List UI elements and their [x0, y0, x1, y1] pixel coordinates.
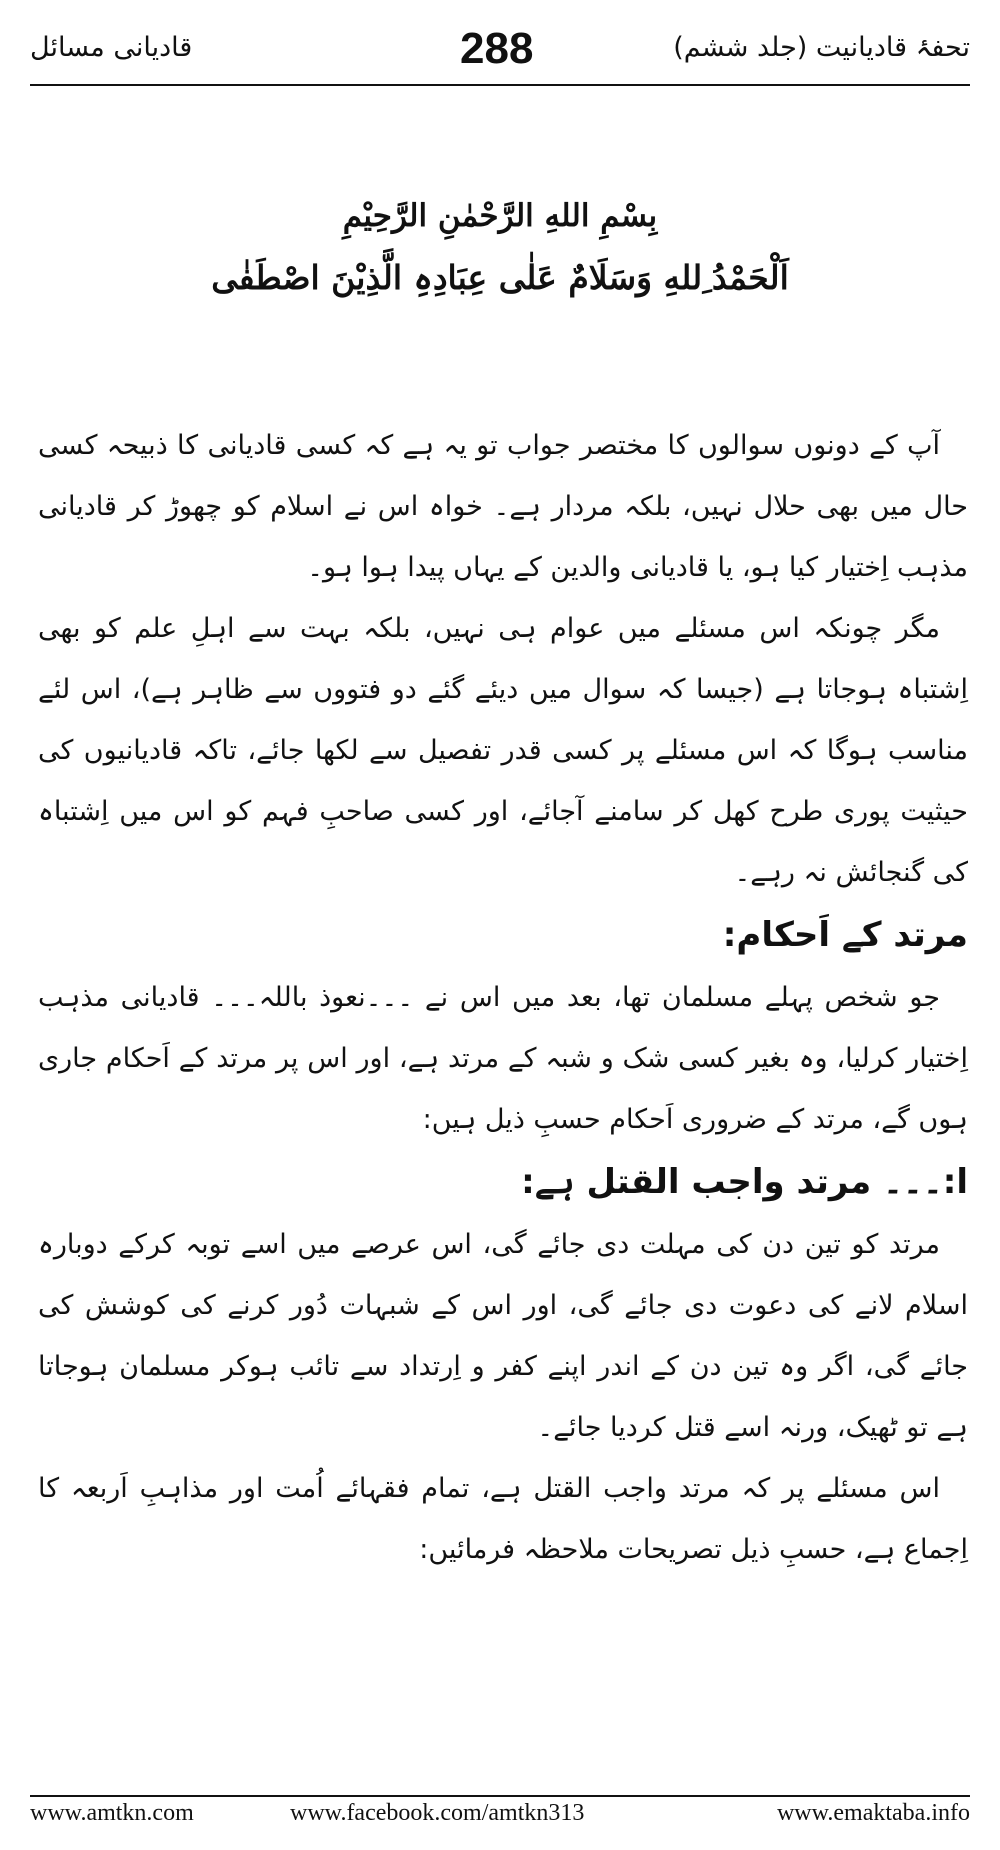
section-title: قادیانی مسائل: [30, 32, 193, 63]
page-footer: [30, 1800, 970, 1836]
paragraph-4: مرتد کو تین دن کی مہلت دی جائے گی، اس عرصے میں اسے توبہ کرکے دوبارہ اسلام لانے کی دعوت دی جائے گی، اور اس کے شبہات دُور کرنے کی کوشش کی جائے گی، اگر وہ تین دن کے اندر اپنے کفر و اِرتداد سے تائب ہوکر مسلمان ہوجاتا ہے تو ٹھیک، ورنہ اسے قتل کردیا جائے۔: [38, 1229, 968, 1443]
paragraph-2: مگر چونکہ اس مسئلے میں عوام ہی نہیں، بلکہ بہت سے اہلِ علم کو بھی اِشتباہ ہوجاتا ہے (جیسا کہ سوال میں دیئے گئے دو فتووں سے ظاہر ہے)، اس لئے مناسب ہوگا کہ اس مسئلے پر کسی قدر تفصیل سے لکھا جائے، تاکہ قادیانیوں کی حیثیت پوری طرح کھل کر سامنے آجائے، اور کسی صاحبِ فہم کو اس میں اِشتباہ کی گنجائش نہ رہے۔: [38, 613, 968, 888]
page-header: [30, 24, 970, 84]
footer-link-emaktaba[interactable]: www.emaktaba.info: [776, 1800, 970, 1826]
page-number: 288: [460, 24, 534, 73]
header-rule: [30, 84, 970, 86]
book-title: تحفۂ قادیانیت (جلد ششم): [673, 32, 970, 63]
main-text: [38, 415, 968, 1580]
heading-apostate-rulings: مرتد کے اَحکام:: [722, 915, 968, 955]
hamd-line: اَلْحَمْدُ ِللهِ وَسَلَامٌ عَلٰی عِبَادِہِ الَّذِیْنَ اصْطَفٰی: [211, 258, 789, 297]
paragraph-3: جو شخص پہلے مسلمان تھا، بعد میں اس نے ۔۔۔نعوذ باللہ۔۔۔ قادیانی مذہب اِختیار کرلیا، وہ بغیر کسی شک و شبہ کے مرتد ہے، اور اس پر مرتد کے اَحکام جاری ہوں گے، مرتد کے ضروری اَحکام حسبِ ذیل ہیں:: [38, 982, 968, 1135]
bismillah-line: بِسْمِ اللهِ الرَّحْمٰنِ الرَّحِیْمِ: [342, 198, 658, 234]
paragraph-1: آپ کے دونوں سوالوں کا مختصر جواب تو یہ ہے کہ کسی قادیانی کا ذبیحہ کسی حال میں بھی حلال نہیں، بلکہ مردار ہے۔ خواہ اس نے اسلام کو چھوڑ کر قادیانی مذہب اِختیار کیا ہو، یا قادیانی والدین کے یہاں پیدا ہوا ہو۔: [38, 430, 968, 583]
paragraph-5: اس مسئلے پر کہ مرتد واجب القتل ہے، تمام فقہائے اُمت اور مذاہبِ اَربعہ کا اِجماع ہے، حسبِ ذیل تصریحات ملاحظہ فرمائیں:: [38, 1473, 968, 1565]
footer-link-facebook[interactable]: www.facebook.com/amtkn313: [290, 1800, 585, 1826]
footer-rule: [30, 1795, 970, 1797]
heading-rule-1: ا:۔۔۔ مرتد واجب القتل ہے:: [521, 1162, 968, 1202]
footer-link-amtkn[interactable]: www.amtkn.com: [30, 1800, 194, 1826]
